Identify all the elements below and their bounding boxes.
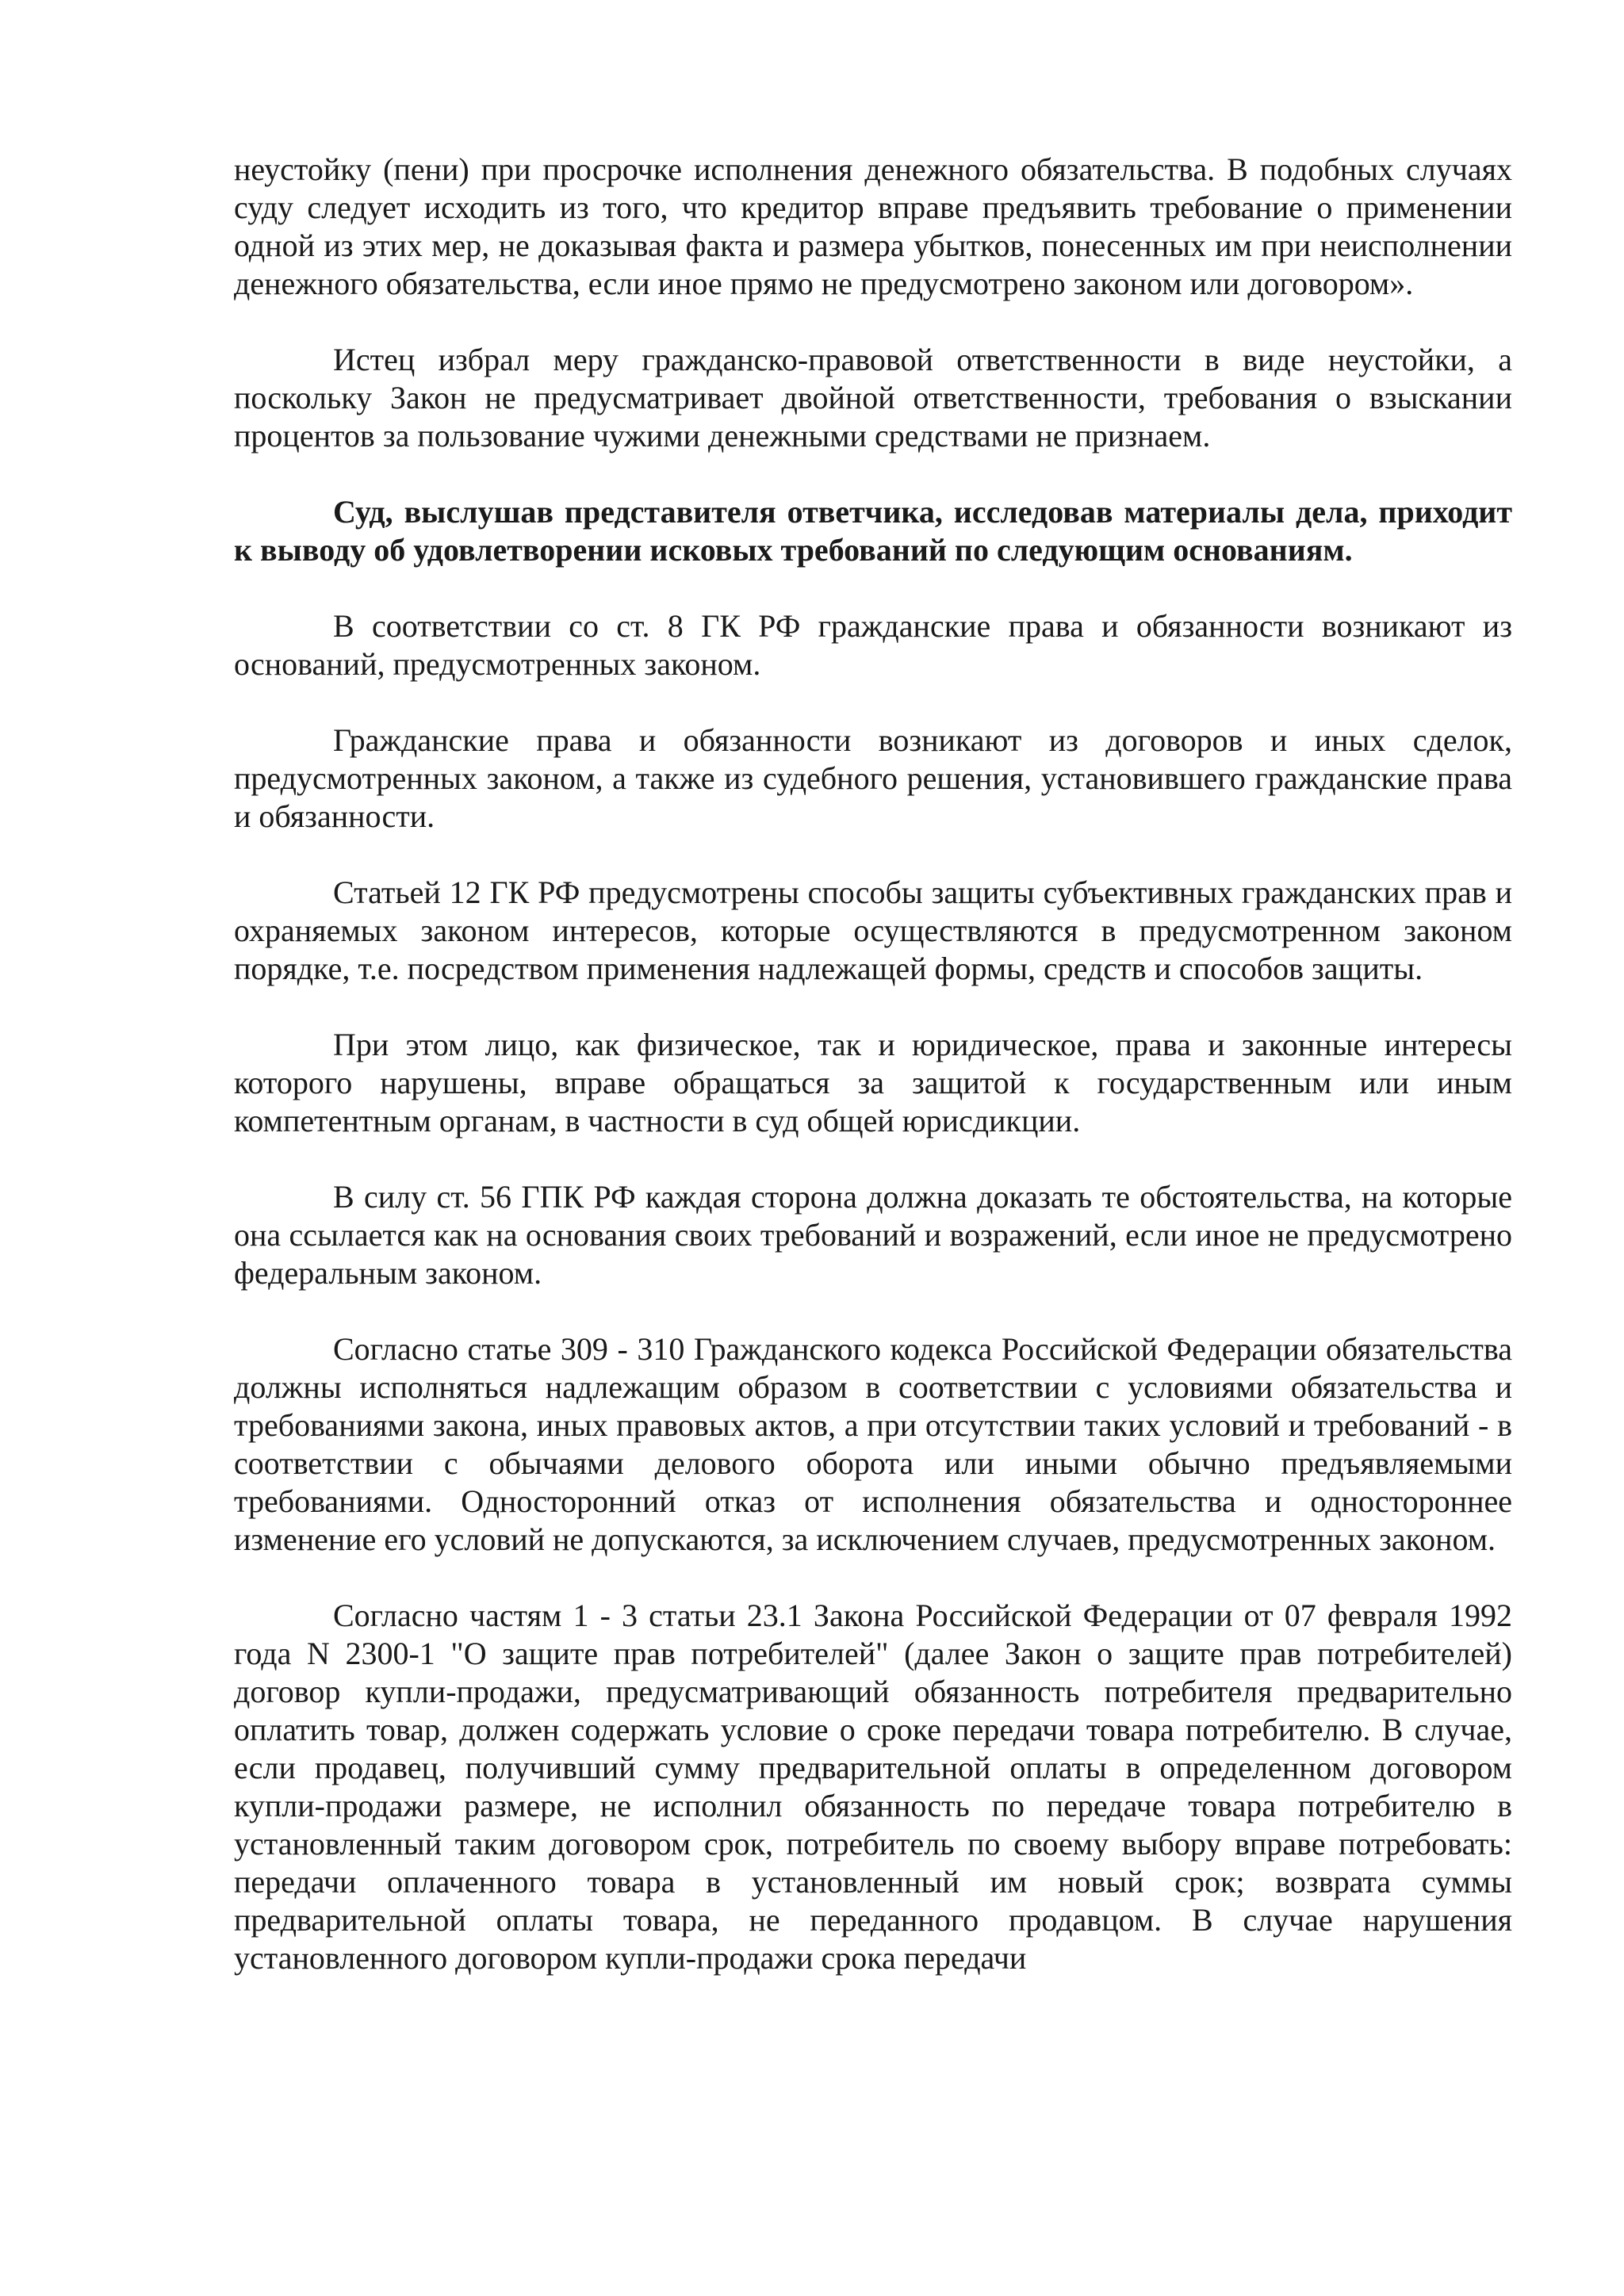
paragraph-article-12: Статьей 12 ГК РФ предусмотрены способы защиты субъективных гражданских прав и охраняемых законом интересов, которые осуществляются в предусмотренном законом порядке, т.е. посредством применения надлежащей формы, средств и способов защиты. [234,874,1512,986]
paragraph-penalty-continuation: неустойку (пени) при просрочке исполнения денежного обязательства. В подобных случаях суду следует исходить из того, что кредитор вправе предъявить требование о применении одной из этих мер, не доказывая факта и размера убытков, понесенных им при неисполнении денежного обязательства, если иное прямо не предусмотрено законом или договором». [234,151,1512,301]
document-body [234,151,1512,2015]
paragraph-protection-right: При этом лицо, как физическое, так и юридическое, права и законные интересы которого нарушены, вправе обращаться за защитой к государственным или иным компетентным органам, в частности в суд общей юрисдикции. [234,1027,1512,1138]
paragraph-plaintiff-choice: Истец избрал меру гражданско-правовой ответственности в виде неустойки, а поскольку Закон не предусматривает двойной ответственности, требования о взыскании процентов за пользование чужими денежными средствами не признаем. [234,342,1512,453]
paragraph-article-56: В силу ст. 56 ГПК РФ каждая сторона должна доказать те обстоятельства, на которые она ссылается как на основания своих требований и возражений, если иное не предусмотрено федеральным законом. [234,1179,1512,1291]
paragraph-article-8: В соответствии со ст. 8 ГК РФ гражданские права и обязанности возникают из оснований, предусмотренных законом. [234,608,1512,682]
paragraph-article-23-1: Согласно частям 1 - 3 статьи 23.1 Закона Российской Федерации от 07 февраля 1992 года N 2300-1 "О защите прав потребителей" (далее Закон о защите прав потребителей) договор купли-продажи, предусматривающий обязанность потребителя предварительно оплатить товар, должен содержать условие о сроке передачи товара потребителю. В случае, если продавец, получивший сумму предварительной оплаты в определенном договором купли-продажи размере, не исполнил обязанность по передаче товара потребителю в установленный таким договором срок, потребитель по своему выбору вправе потребовать: передачи оплаченного товара в установленный им новый срок; возврата суммы предварительной оплаты товара, не переданного продавцом. В случае нарушения установленного договором купли-продажи срока передачи [234,1598,1512,1976]
paragraph-court-conclusion: Суд, выслушав представителя ответчика, исследовав материалы дела, приходит к выводу об удовлетворении исковых требований по следующим основаниям. [234,494,1512,568]
paragraph-civil-rights: Гражданские права и обязанности возникают из договоров и иных сделок, предусмотренных законом, а также из судебного решения, установившего гражданские права и обязанности. [234,722,1512,834]
paragraph-articles-309-310: Согласно статье 309 - 310 Гражданского кодекса Российской Федерации обязательства должны исполняться надлежащим образом в соответствии с условиями обязательства и требованиями закона, иных правовых актов, а при отсутствии таких условий и требований - в соответствии с обычаями делового оборота или иными обычно предъявляемыми требованиями. Односторонний отказ от исполнения обязательства и одностороннее изменение его условий не допускаются, за исключением случаев, предусмотренных законом. [234,1331,1512,1557]
